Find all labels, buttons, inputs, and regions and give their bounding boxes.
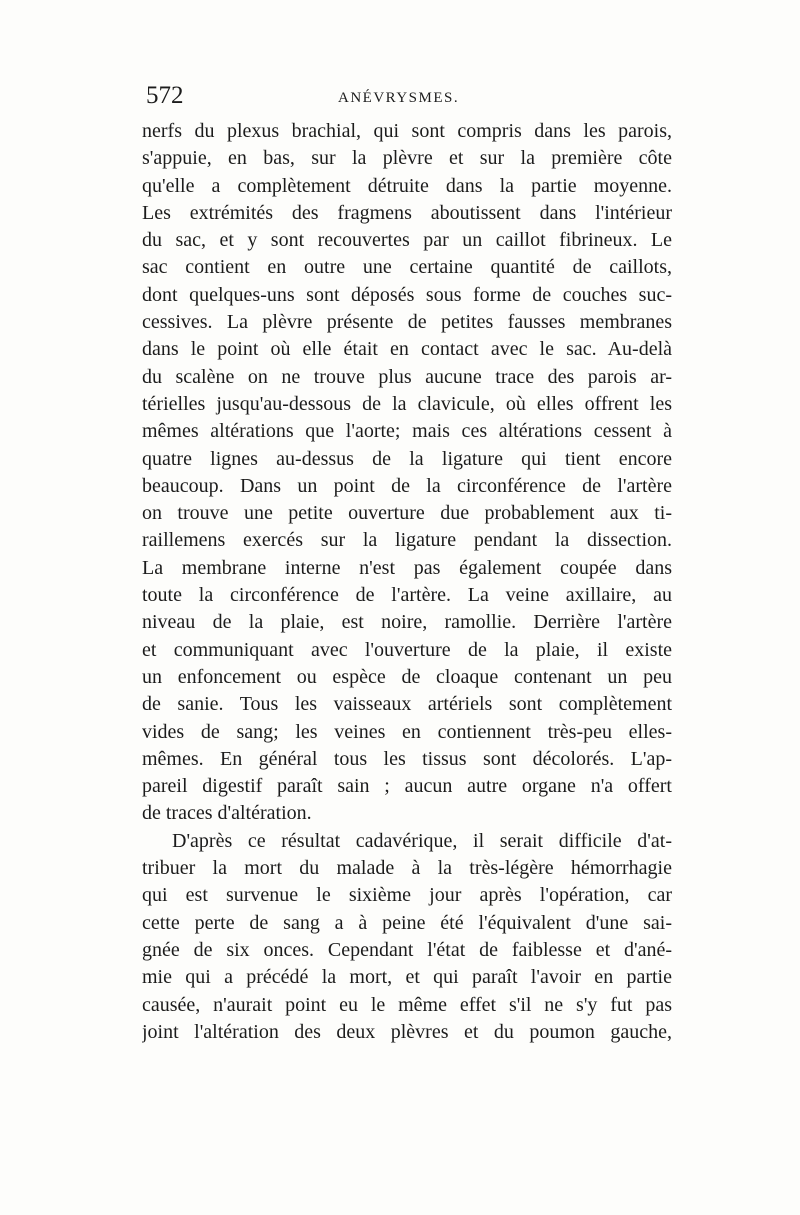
text-line: un enfoncement ou espèce de cloaque contenant un peu xyxy=(142,665,672,688)
text-line: mie qui a précédé la mort, et qui paraît l'avoir en partie xyxy=(142,966,672,989)
page-header xyxy=(146,82,666,118)
text-line: mêmes altérations que l'aorte; mais ces altérations cessent à xyxy=(142,420,672,443)
text-line: causée, n'aurait point eu le même effet s'il ne s'y fut pas xyxy=(142,993,672,1016)
text-line: dans le point où elle était en contact avec le sac. Au-delà xyxy=(142,338,672,361)
text-line: on trouve une petite ouverture due probablement aux ti- xyxy=(142,502,672,525)
text-line: vides de sang; les veines en contiennent très-peu elles- xyxy=(142,720,672,743)
text-line: cette perte de sang a à peine été l'équivalent d'une sai- xyxy=(142,911,672,934)
text-line: quatre lignes au-dessus de la ligature qui tient encore xyxy=(142,447,672,470)
text-line: dont quelques-uns sont déposés sous forme de couches suc- xyxy=(142,283,672,306)
text-line: niveau de la plaie, est noire, ramollie. Derrière l'artère xyxy=(142,611,672,634)
text-line: toute la circonférence de l'artère. La veine axillaire, au xyxy=(142,584,672,607)
text-line: qu'elle a complètement détruite dans la partie moyenne. xyxy=(142,174,672,197)
text-line: mêmes. En général tous les tissus sont décolorés. L'ap- xyxy=(142,747,672,770)
text-line: s'appuie, en bas, sur la plèvre et sur la première côte xyxy=(142,147,672,170)
text-line: beaucoup. Dans un point de la circonférence de l'artère xyxy=(142,474,672,497)
text-line: nerfs du plexus brachial, qui sont compris dans les parois, xyxy=(142,120,672,142)
text-line: gnée de six onces. Cependant l'état de faiblesse et d'ané- xyxy=(142,938,672,961)
text-line: La membrane interne n'est pas également coupée dans xyxy=(142,556,672,579)
body-text xyxy=(142,118,672,1046)
text-line: térielles jusqu'au-dessous de la clavicule, où elles offrent les xyxy=(142,392,672,415)
text-line: tribuer la mort du malade à la très-légère hémorrhagie xyxy=(142,857,672,880)
text-line: de traces d'altération. xyxy=(142,802,312,825)
text-line: raillemens exercés sur la ligature pendant la dissection. xyxy=(142,529,672,552)
page-number: 572 xyxy=(146,82,184,109)
text-line: Les extrémités des fragmens aboutissent dans l'intérieur xyxy=(142,201,672,224)
text-line: sac contient en outre une certaine quantité de caillots, xyxy=(142,256,672,279)
text-line: du scalène on ne trouve plus aucune trace des parois ar- xyxy=(142,365,672,388)
text-line: du sac, et y sont recouvertes par un caillot fibrineux. Le xyxy=(142,229,672,252)
text-line: D'après ce résultat cadavérique, il serait difficile d'at- xyxy=(172,829,672,852)
running-title: ANÉVRYSMES. xyxy=(338,90,460,106)
text-line: de sanie. Tous les vaisseaux artériels sont complètement xyxy=(142,693,672,716)
text-line: et communiquant avec l'ouverture de la plaie, il existe xyxy=(142,638,672,661)
text-line: pareil digestif paraît sain ; aucun autre organe n'a offert xyxy=(142,775,672,798)
text-line: qui est survenue le sixième jour après l'opération, car xyxy=(142,884,672,907)
text-line: joint l'altération des deux plèvres et du poumon gauche, xyxy=(142,1020,672,1043)
text-line: cessives. La plèvre présente de petites fausses membranes xyxy=(142,311,672,334)
